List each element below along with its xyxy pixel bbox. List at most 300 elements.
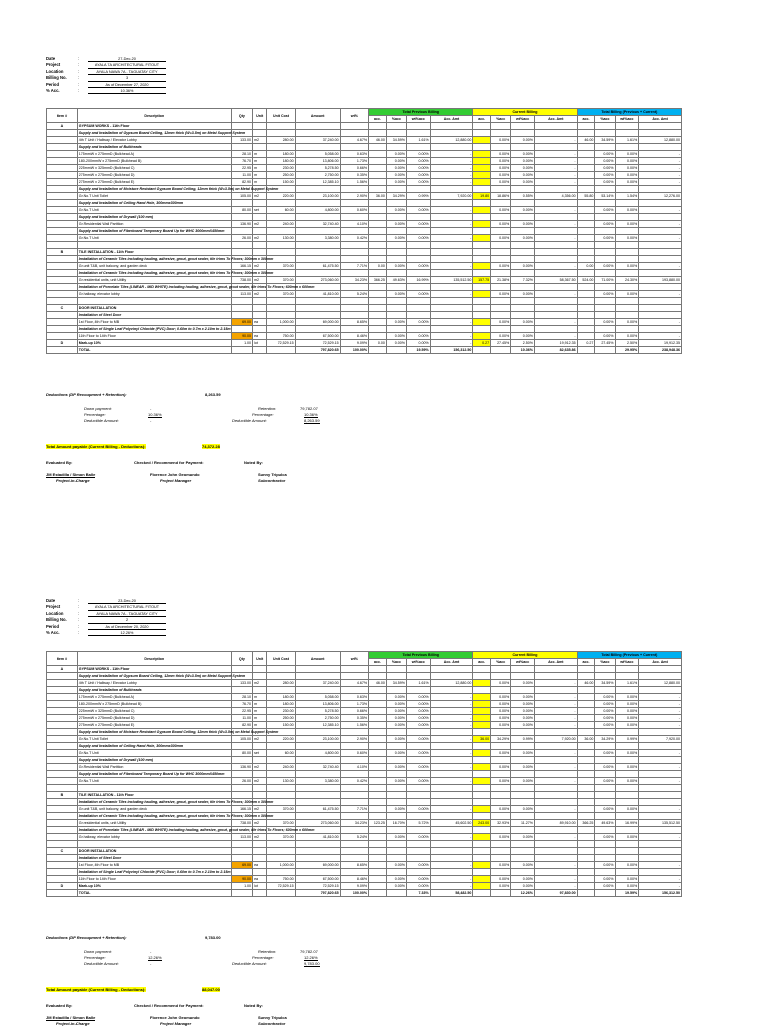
- info-colon: :: [78, 617, 80, 623]
- amount: [295, 743, 340, 750]
- description: Mark-up 10%: [77, 340, 231, 347]
- unit: m2: [253, 778, 267, 785]
- total-billing: 0.00%: [595, 165, 615, 172]
- empty-cell: [511, 799, 535, 806]
- retention-deductible-label: Deductible Amount:: [232, 418, 267, 423]
- unit-cost: 180.00: [267, 694, 295, 701]
- prev-billing: 34.59%: [386, 680, 406, 687]
- description: Gr.Residential Wall Partition: [77, 221, 231, 228]
- empty-cell: [615, 841, 639, 848]
- total-billing: -: [639, 834, 682, 841]
- current-billing: 0.00%: [511, 158, 535, 165]
- unit: [253, 687, 267, 694]
- info-label: Date: [46, 56, 56, 61]
- unit-cost: 370.00: [267, 820, 295, 827]
- total-billing: [577, 883, 595, 890]
- description: 11th Floor to 14th Floor: [77, 333, 231, 340]
- empty-cell: [491, 729, 511, 736]
- empty-cell: [430, 841, 473, 848]
- unit-cost: [267, 757, 295, 764]
- empty-cell: [511, 743, 535, 750]
- unit: ea: [253, 333, 267, 340]
- empty-cell: [407, 841, 431, 848]
- description: Supply and Installation of Drywall (100 mm): [77, 214, 231, 221]
- current-billing: -: [534, 291, 577, 298]
- current-billing: 0.00%: [491, 333, 511, 340]
- prev-billing: 0.00%: [407, 701, 431, 708]
- item-number: C: [47, 848, 78, 855]
- column-subheader: wt%acc: [615, 116, 639, 123]
- unit: lot: [253, 340, 267, 347]
- current-billing: 19.80: [473, 193, 491, 200]
- item-number: A: [47, 666, 78, 673]
- current-billing: 157.75: [473, 277, 491, 284]
- current-billing: 0.00%: [491, 708, 511, 715]
- description: Supply and Installation of Bulkheads: [77, 687, 231, 694]
- total-value: 29.95%: [615, 347, 639, 354]
- amount: 12,385.10: [295, 722, 340, 729]
- empty-cell: [534, 799, 577, 806]
- empty-cell: [639, 666, 682, 673]
- prev-billing: 0.00%: [386, 291, 406, 298]
- amount: [295, 869, 340, 876]
- empty-cell: [386, 848, 406, 855]
- weight: 0.63%: [340, 151, 368, 158]
- prev-billing: -: [430, 263, 473, 270]
- empty-cell: [369, 799, 387, 806]
- empty-cell: [639, 848, 682, 855]
- current-billing: -: [534, 207, 577, 214]
- total-billing: 7,920.00: [639, 736, 682, 743]
- current-billing: 0.55%: [511, 193, 535, 200]
- retention-percentage-label: Percentage:: [252, 412, 274, 417]
- column-header: Amount: [295, 652, 340, 666]
- total-billing: 34.59%: [595, 137, 615, 144]
- current-billing: [473, 876, 491, 883]
- unit: m: [253, 701, 267, 708]
- description: Supply and Installation of Fiberboard Temporary Board Up for WHC 3000mmX450mm: [77, 771, 231, 778]
- description: Supply and Installation of Ceiling Hand Hole, 300mmx300mm: [77, 743, 231, 750]
- empty-cell: [615, 848, 639, 855]
- amount: [295, 673, 340, 680]
- empty-cell: [511, 771, 535, 778]
- current-billing: 0.00%: [511, 151, 535, 158]
- empty-cell: [407, 827, 431, 834]
- current-billing: 0.99%: [511, 736, 535, 743]
- empty-cell: [430, 757, 473, 764]
- empty-cell: [615, 827, 639, 834]
- deductions-value: 9,783.00: [205, 935, 221, 940]
- amount: 67,500.00: [295, 333, 340, 340]
- empty-cell: [369, 792, 387, 799]
- empty-cell: [253, 785, 267, 792]
- qty: 136.90: [231, 221, 252, 228]
- column-header: Item #: [47, 652, 78, 666]
- table-row: [47, 694, 682, 701]
- unit: m: [253, 151, 267, 158]
- group-header: Total Billing (Previous + Current): [577, 652, 681, 659]
- weight: 4.67%: [340, 137, 368, 144]
- unit-cost: 750.00: [267, 333, 295, 340]
- total-billing: [577, 764, 595, 771]
- total-billing: 0.00%: [595, 179, 615, 186]
- amount: 797,820.65: [295, 347, 340, 354]
- info-value: As of December 27, 2020: [88, 82, 166, 88]
- unit-cost: 370.00: [267, 291, 295, 298]
- column-header: Unit Cost: [267, 652, 295, 666]
- item-number: [47, 673, 78, 680]
- description: Supply and Installation of Gypsum Board Ceiling, 12mm thick (W=3.5m) on Metal Support System: [78, 131, 246, 135]
- empty-cell: [231, 785, 252, 792]
- empty-cell: [511, 813, 535, 820]
- current-billing: 0.00%: [491, 319, 511, 326]
- amount: 5,278.50: [295, 708, 340, 715]
- info-label: % Acc.: [46, 87, 60, 93]
- prev-billing: 0.00%: [386, 708, 406, 715]
- percentage-label: Percentage:: [84, 412, 106, 417]
- item-number: [47, 827, 78, 834]
- empty-cell: [386, 743, 406, 750]
- evaluated-label: Evaluated By:: [46, 1003, 73, 1008]
- empty-cell: [615, 743, 639, 750]
- group-header: Total Previous Billing: [369, 109, 473, 116]
- prev-billing: -: [430, 862, 473, 869]
- current-billing: 0.00%: [511, 806, 535, 813]
- description: TILE INSTALLATION - 11th Floor: [77, 249, 231, 256]
- empty-cell: [473, 673, 491, 680]
- unit-cost: 220.00: [267, 736, 295, 743]
- column-subheader: acc.: [369, 659, 387, 666]
- amount: 32,740.40: [295, 221, 340, 228]
- info-label: Billing No.: [46, 75, 67, 81]
- description: Gr.No.T Unit: [77, 778, 231, 785]
- total-billing: 0.00%: [595, 263, 615, 270]
- qty: [231, 890, 252, 897]
- amount: 23,100.00: [295, 193, 340, 200]
- prev-billing: 34.59%: [386, 137, 406, 144]
- unit: [253, 848, 267, 855]
- empty-cell: [473, 799, 491, 806]
- current-billing: 0.00%: [511, 235, 535, 242]
- empty-cell: [615, 785, 639, 792]
- total-billing: -: [639, 722, 682, 729]
- total-billing: 0.00%: [615, 172, 639, 179]
- total-billing: -: [639, 235, 682, 242]
- column-header: Unit: [253, 109, 267, 123]
- empty-cell: [577, 729, 595, 736]
- unit-cost: 150.00: [267, 722, 295, 729]
- amount: 4,800.00: [295, 207, 340, 214]
- weight: [340, 869, 368, 876]
- prev-billing: 34.29%: [386, 193, 406, 200]
- info-label: Location: [46, 68, 64, 74]
- unit-cost: [267, 792, 295, 799]
- current-billing: 0.00%: [511, 862, 535, 869]
- table-row: [47, 687, 682, 694]
- payable-label: Total Amount payable (Current Billing - Deductions):: [46, 444, 146, 449]
- unit: lot: [253, 883, 267, 890]
- empty-cell: [473, 813, 491, 820]
- total-billing: 0.00%: [595, 834, 615, 841]
- retention-label: Retention:: [258, 949, 277, 954]
- description: 275mmW x 275mmD (Bulkhead D): [77, 172, 231, 179]
- empty-cell: [386, 757, 406, 764]
- signatory-name: Sunny Tripulca: [258, 472, 287, 477]
- description: Gr.No.T Unit: [77, 235, 231, 242]
- prev-billing: 0.00%: [386, 172, 406, 179]
- total-billing: 12,880.00: [639, 137, 682, 144]
- qty: [231, 757, 252, 764]
- empty-cell: [430, 743, 473, 750]
- amount: 37,240.00: [295, 137, 340, 144]
- unit-cost: 280.00: [267, 680, 295, 687]
- total-billing: 0.00%: [595, 883, 615, 890]
- table-row: [47, 827, 682, 834]
- info-value: As of December 20, 2020: [88, 624, 166, 630]
- amount: 61,475.50: [295, 806, 340, 813]
- current-billing: 0.00%: [491, 876, 511, 883]
- empty-cell: [430, 666, 473, 673]
- current-billing: 0.00%: [491, 722, 511, 729]
- unit: [253, 757, 267, 764]
- column-subheader: wt%acc: [407, 659, 431, 666]
- empty-cell: [295, 841, 340, 848]
- prev-billing: 0.00%: [407, 207, 431, 214]
- total-billing: 0.00%: [615, 151, 639, 158]
- info-colon: :: [78, 598, 80, 603]
- prev-billing: 0.00%: [386, 165, 406, 172]
- table-row: [47, 869, 682, 876]
- prev-billing: -: [430, 694, 473, 701]
- current-billing: 36.00: [473, 736, 491, 743]
- empty-cell: [491, 841, 511, 848]
- total-billing: -: [639, 715, 682, 722]
- payable-value: 74,372.28: [202, 444, 220, 449]
- current-billing: 58,367.50: [534, 277, 577, 284]
- table-row: [47, 876, 682, 883]
- empty-cell: [511, 792, 535, 799]
- prev-billing: 0.00%: [386, 834, 406, 841]
- current-billing: 0.00%: [491, 764, 511, 771]
- unit-cost: 250.00: [267, 172, 295, 179]
- item-number: [47, 722, 78, 729]
- unit: m: [253, 694, 267, 701]
- empty-cell: [595, 827, 615, 834]
- table-row: [47, 757, 682, 764]
- signatory-role: Project-in-Charge: [56, 478, 90, 483]
- prev-billing: 0.00%: [407, 340, 431, 347]
- weight: [340, 771, 368, 778]
- weight: 0.35%: [340, 715, 368, 722]
- column-header: wt%: [340, 109, 368, 123]
- amount: [295, 799, 340, 806]
- current-billing: -: [534, 263, 577, 270]
- prev-billing: 1.61%: [407, 137, 431, 144]
- empty-cell: [473, 729, 491, 736]
- prev-billing: 16.99%: [407, 277, 431, 284]
- prev-billing: 0.00%: [407, 883, 431, 890]
- item-number: [47, 750, 78, 757]
- empty-cell: [473, 771, 491, 778]
- current-billing: 0.00%: [511, 694, 535, 701]
- empty-cell: [491, 666, 511, 673]
- prev-billing: 0.00%: [386, 263, 406, 270]
- prev-billing: 0.00%: [386, 736, 406, 743]
- empty-cell: [577, 848, 595, 855]
- description: Installation of Ceramic Tiles including hauling, adhesive, grout, grout sealer, tile trims To Floors; 300mm x 300mm: [78, 800, 274, 804]
- empty-cell: [369, 673, 387, 680]
- empty-cell: [430, 687, 473, 694]
- total-billing: [577, 701, 595, 708]
- unit: m: [253, 165, 267, 172]
- empty-cell: [615, 666, 639, 673]
- prev-billing: 0.00%: [407, 291, 431, 298]
- prev-billing: 0.00%: [407, 694, 431, 701]
- unit: m: [253, 708, 267, 715]
- current-billing: -: [534, 333, 577, 340]
- empty-cell: [639, 771, 682, 778]
- empty-cell: [386, 673, 406, 680]
- total-billing: 0.00%: [615, 708, 639, 715]
- current-billing: 0.00%: [491, 862, 511, 869]
- table-row: [47, 792, 682, 799]
- empty-cell: [534, 855, 577, 862]
- total-billing: 0.00%: [595, 221, 615, 228]
- empty-cell: [595, 687, 615, 694]
- empty-cell: [577, 687, 595, 694]
- prev-billing: -: [430, 340, 473, 347]
- prev-billing: 0.00%: [407, 876, 431, 883]
- weight: [340, 792, 368, 799]
- current-billing: 0.00%: [511, 715, 535, 722]
- table-row: [47, 834, 682, 841]
- amount: 69,000.00: [295, 862, 340, 869]
- total-billing: 2.50%: [615, 340, 639, 347]
- table-row: [47, 764, 682, 771]
- prev-billing: -: [430, 806, 473, 813]
- prev-billing: 0.00%: [386, 778, 406, 785]
- empty-cell: [430, 729, 473, 736]
- total-value: 58,482.50: [430, 890, 473, 897]
- prev-billing: 123.25: [369, 820, 387, 827]
- prev-billing: 12,880.00: [430, 680, 473, 687]
- empty-cell: [534, 771, 577, 778]
- empty-cell: [595, 792, 615, 799]
- unit-cost: 1,000.00: [267, 862, 295, 869]
- current-billing: [473, 862, 491, 869]
- current-billing: 0.00%: [491, 165, 511, 172]
- current-billing: 0.00%: [511, 291, 535, 298]
- empty-cell: [491, 848, 511, 855]
- current-billing: 0.00%: [511, 263, 535, 270]
- prev-billing: -: [430, 235, 473, 242]
- prev-billing: 0.99%: [407, 193, 431, 200]
- current-billing: 21.38%: [491, 277, 511, 284]
- retention-percentage-value: 12.26%: [304, 955, 318, 960]
- empty-cell: [534, 869, 577, 876]
- current-billing: 0.27: [473, 340, 491, 347]
- unit: set: [253, 750, 267, 757]
- prev-billing: 5.72%: [407, 820, 431, 827]
- group-header: Total Previous Billing: [369, 652, 473, 659]
- empty-cell: [407, 673, 431, 680]
- empty-cell: [473, 848, 491, 855]
- unit-cost: 370.00: [267, 806, 295, 813]
- empty-cell: [534, 813, 577, 820]
- column-header: wt%: [340, 652, 368, 666]
- empty-cell: [639, 813, 682, 820]
- total-billing: [577, 722, 595, 729]
- qty: 738.00: [231, 277, 252, 284]
- amount: 72,529.15: [295, 340, 340, 347]
- empty-cell: [47, 841, 78, 848]
- empty-cell: [407, 792, 431, 799]
- empty-cell: [615, 771, 639, 778]
- info-colon: :: [78, 623, 80, 629]
- empty-cell: [430, 771, 473, 778]
- current-billing: 0.00%: [491, 694, 511, 701]
- total-billing: [577, 708, 595, 715]
- empty-cell: [577, 771, 595, 778]
- current-billing: [473, 701, 491, 708]
- qty: 738.00: [231, 820, 252, 827]
- weight: 0.60%: [340, 750, 368, 757]
- table-row: [47, 778, 682, 785]
- prev-billing: 0.00%: [386, 722, 406, 729]
- prev-billing: [369, 715, 387, 722]
- item-number: [47, 806, 78, 813]
- unit-cost: [267, 687, 295, 694]
- unit: [253, 666, 267, 673]
- info-value: 12.26%: [88, 630, 166, 636]
- payable-label: Total Amount payable (Current Billing - Deductions):: [46, 987, 146, 992]
- prev-billing: [369, 876, 387, 883]
- empty-cell: [386, 855, 406, 862]
- total-billing: 0.00%: [615, 235, 639, 242]
- empty-cell: [511, 855, 535, 862]
- unit: ea: [253, 319, 267, 326]
- prev-billing: 0.00%: [386, 235, 406, 242]
- empty-cell: [534, 687, 577, 694]
- description: Mark-up 10%: [77, 883, 231, 890]
- deductions-label: Deductions (DP Recoupment + Retention):: [46, 935, 127, 940]
- amount: [295, 757, 340, 764]
- empty-cell: [77, 841, 231, 848]
- empty-cell: [577, 799, 595, 806]
- empty-cell: [491, 869, 511, 876]
- empty-cell: [577, 785, 595, 792]
- column-subheader: acc.: [577, 116, 595, 123]
- prev-billing: -: [430, 736, 473, 743]
- total-billing: 0.00%: [615, 701, 639, 708]
- description: 175mmW x 275mmD (Bulkhead A): [77, 694, 231, 701]
- weight: [340, 687, 368, 694]
- weight: 100.00%: [340, 890, 368, 897]
- total-billing: 0.00%: [615, 862, 639, 869]
- current-billing: 0.00%: [511, 876, 535, 883]
- weight: 0.42%: [340, 778, 368, 785]
- prev-billing: 45,602.50: [430, 820, 473, 827]
- unit: m2: [253, 820, 267, 827]
- column-header: Description: [77, 109, 231, 123]
- description: 4th T Unit / Hallway / Elevator Lobby: [77, 137, 231, 144]
- qty: 11.00: [231, 172, 252, 179]
- total-value: 10.36%: [511, 347, 535, 354]
- empty-cell: [511, 729, 535, 736]
- prev-billing: 0.00%: [407, 165, 431, 172]
- empty-cell: [534, 841, 577, 848]
- empty-cell: [534, 743, 577, 750]
